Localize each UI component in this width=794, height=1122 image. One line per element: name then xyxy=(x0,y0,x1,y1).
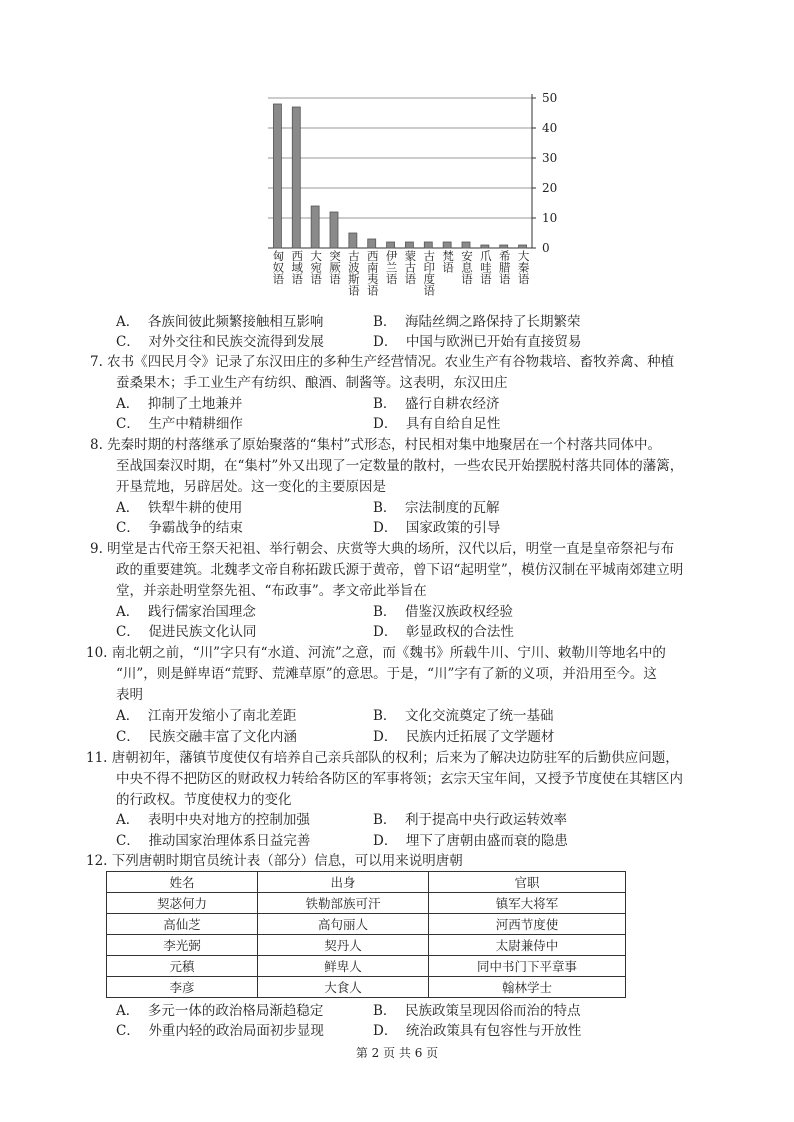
table-cell: 太尉兼侍中 xyxy=(429,935,626,956)
q9-option-c[interactable]: C． 促进民族文化认同 xyxy=(116,624,257,640)
table-row xyxy=(107,935,626,956)
chart-bar xyxy=(330,212,338,248)
chart-bar xyxy=(349,233,357,248)
x-tick-label: 安息语 xyxy=(460,250,474,285)
table-cell: 李光弼 xyxy=(107,935,258,956)
q7-option-a[interactable]: A． 抑制了土地兼并 xyxy=(116,396,243,412)
table-cell: 鲜卑人 xyxy=(258,956,429,977)
table-cell: 翰林学士 xyxy=(429,977,626,998)
x-tick-label: 古波斯语 xyxy=(346,250,361,296)
q10-option-a[interactable]: A． 江南开发缩小了南北差距 xyxy=(116,708,297,724)
chart-bar xyxy=(273,104,281,248)
table-header-row xyxy=(107,872,626,893)
q12-option-b[interactable]: B． 民族政策呈现因俗而治的特点 xyxy=(373,1003,581,1019)
chart-bar xyxy=(292,107,300,248)
table-row xyxy=(107,893,626,914)
table-cell: 李彦 xyxy=(107,977,258,998)
q12-option-c[interactable]: C． 外重内轻的政治局面初步显现 xyxy=(116,1023,324,1039)
table-cell: 高句丽人 xyxy=(258,914,429,935)
q10-option-b[interactable]: B． 文化交流奠定了统一基础 xyxy=(373,708,554,724)
q8-option-b[interactable]: B． 宗法制度的瓦解 xyxy=(373,500,500,516)
y-tick-label: 50 xyxy=(542,91,558,105)
q9-option-a[interactable]: A． 践行儒家治国理念 xyxy=(116,604,256,620)
q11-stem-1: 11. 唐朝初年，藩镇节度使仅有培养自己亲兵部队的权利；后来为了解决边防驻军的后勤供应问题， xyxy=(86,750,679,766)
table-cell: 铁勒部族可汗 xyxy=(258,893,429,914)
q7-stem-1: 7. 农书《四民月令》记录了东汉田庄的多种生产经营情况。农业生产有谷物栽培、畜牧养禽、种植 xyxy=(90,354,675,370)
q11-stem-3: 的行政权。节度使权力的变化 xyxy=(116,792,292,808)
table-cell: 镇军大将军 xyxy=(429,893,626,914)
x-tick-label: 伊兰语 xyxy=(384,250,399,285)
q8-stem-3: 开垦荒地，另辟居处。这一变化的主要原因是 xyxy=(116,479,386,495)
table-cell: 河西节度使 xyxy=(429,914,626,935)
q8-option-c[interactable]: C． 争霸战争的结束 xyxy=(116,520,243,536)
q8-option-a[interactable]: A． 铁犁牛耕的使用 xyxy=(116,500,243,516)
table-cell: 契苾何力 xyxy=(107,893,258,914)
chart-bar xyxy=(500,245,508,248)
q12-option-d[interactable]: D． 统治政策具有包容性与开放性 xyxy=(373,1023,582,1039)
x-tick-label: 爪哇语 xyxy=(478,250,493,285)
y-tick-label: 0 xyxy=(542,241,550,255)
q10-option-d[interactable]: D． 民族内迁拓展了文学题材 xyxy=(373,729,555,745)
table-cell: 高仙芝 xyxy=(107,914,258,935)
x-tick-label: 梵语 xyxy=(441,250,456,273)
table-row xyxy=(107,977,626,998)
q11-option-d[interactable]: D． 埋下了唐朝由盛而衰的隐患 xyxy=(373,833,568,849)
q6-option-a[interactable]: A． 各族间彼此频繁接触相互影响 xyxy=(116,314,324,330)
chart-bar xyxy=(405,242,413,248)
q11-stem-2: 中央不得不把防区的财政权力转给各防区的军事将领；玄宗天宝年间，又授予节度使在其辖区内 xyxy=(116,771,683,787)
y-tick-label: 20 xyxy=(542,181,558,195)
q11-option-a[interactable]: A． 表明中央对地方的控制加强 xyxy=(116,812,310,828)
q6-option-d[interactable]: D． 中国与欧洲已开始有直接贸易 xyxy=(373,334,582,350)
q10-stem-1: 10. 南北朝之前，“川”字只有“水道、河流”之意，而《魏书》所载牛川、宁川、敕勒川等地名中的 xyxy=(86,645,666,661)
q9-option-b[interactable]: B． 借鉴汉族政权经验 xyxy=(373,604,514,620)
q7-option-d[interactable]: D． 具有自给自足性 xyxy=(373,416,501,432)
q7-option-b[interactable]: B． 盛行自耕农经济 xyxy=(373,396,500,412)
table-header-cell: 出身 xyxy=(258,872,429,893)
chart-bar xyxy=(424,242,432,248)
q12-stem-1: 12. 下列唐朝时期官员统计表（部分）信息，可以用来说明唐朝 xyxy=(86,853,463,869)
q9-stem-2: 政的重要建筑。北魏孝文帝自称拓跋氏源于黄帝，曾下诏“起明堂”，模仿汉制在平城南郊建立明 xyxy=(116,562,684,578)
x-tick-label: 大秦语 xyxy=(516,250,531,285)
x-tick-label: 希腊语 xyxy=(497,250,512,285)
chart-bar xyxy=(311,206,319,248)
table-header-cell: 姓名 xyxy=(107,872,258,893)
x-tick-label: 突厥语 xyxy=(328,250,342,285)
q11-option-b[interactable]: B． 利于提高中央行政运转效率 xyxy=(373,812,568,828)
table-cell: 元稹 xyxy=(107,956,258,977)
chart-bar xyxy=(387,242,395,248)
table-row xyxy=(107,914,626,935)
table-cell: 大食人 xyxy=(258,977,429,998)
chart-bar xyxy=(481,245,489,248)
chart-bar xyxy=(443,242,451,248)
q8-option-d[interactable]: D． 国家政策的引导 xyxy=(373,520,501,536)
y-tick-label: 10 xyxy=(542,211,558,225)
q6-option-c[interactable]: C． 对外交往和民族交流得到发展 xyxy=(116,334,324,350)
q8-stem-1: 8. 先秦时期的村落继承了原始聚落的“集村”式形态，村民相对集中地聚居在一个村落共同体中。 xyxy=(90,437,661,453)
y-tick-label: 30 xyxy=(542,151,558,165)
page-footer: 第 2 页 共 6 页 xyxy=(355,1046,439,1060)
q12-option-a[interactable]: A． 多元一体的政治格局渐趋稳定 xyxy=(116,1003,324,1019)
chart-bar xyxy=(368,239,376,248)
chart-bar xyxy=(462,242,470,248)
x-tick-label: 匈奴语 xyxy=(271,250,286,285)
q9-stem-1: 9. 明堂是古代帝王祭天祀祖、举行朝会、庆赏等大典的场所，汉代以后，明堂一直是皇帝祭祀与布 xyxy=(90,541,675,557)
officials-table xyxy=(106,871,626,998)
q8-stem-2: 至战国秦汉时期，在“集村”外又出现了一定数量的散村，一些农民开始摆脱村落共同体的藩篱， xyxy=(116,458,684,474)
chart-bar xyxy=(519,245,527,248)
x-tick-label: 西南夷语 xyxy=(365,250,380,296)
q9-option-d[interactable]: D． 彰显政权的合法性 xyxy=(373,624,514,640)
q10-stem-3: 表明 xyxy=(116,687,143,703)
x-tick-label: 蒙古语 xyxy=(403,250,418,285)
table-cell: 同中书门下平章事 xyxy=(429,956,626,977)
q10-stem-2: “川”，则是鲜卑语“荒野、荒滩草原”的意思。于是，“川”字有了新的义项，并沿用至今。这 xyxy=(116,666,657,682)
x-tick-label: 古印度语 xyxy=(422,250,437,296)
table-cell: 契丹人 xyxy=(258,935,429,956)
table-row xyxy=(107,956,626,977)
q6-option-b[interactable]: B． 海陆丝绸之路保持了长期繁荣 xyxy=(373,314,581,330)
q7-option-c[interactable]: C． 生产中精耕细作 xyxy=(116,416,243,432)
y-tick-label: 40 xyxy=(542,121,558,135)
x-tick-label: 西域语 xyxy=(290,250,305,285)
q11-option-c[interactable]: C． 推动国家治理体系日益完善 xyxy=(116,833,311,849)
q7-stem-2: 蚕桑果木；手工业生产有纺织、酿酒、制酱等。这表明，东汉田庄 xyxy=(116,375,508,391)
x-tick-label: 大宛语 xyxy=(309,250,324,285)
q10-option-c[interactable]: C． 民族交融丰富了文化内涵 xyxy=(116,729,297,745)
table-header-cell: 官职 xyxy=(429,872,626,893)
q9-stem-3: 堂，并亲赴明堂祭先祖、“布政事”。孝文帝此举旨在 xyxy=(116,583,427,599)
